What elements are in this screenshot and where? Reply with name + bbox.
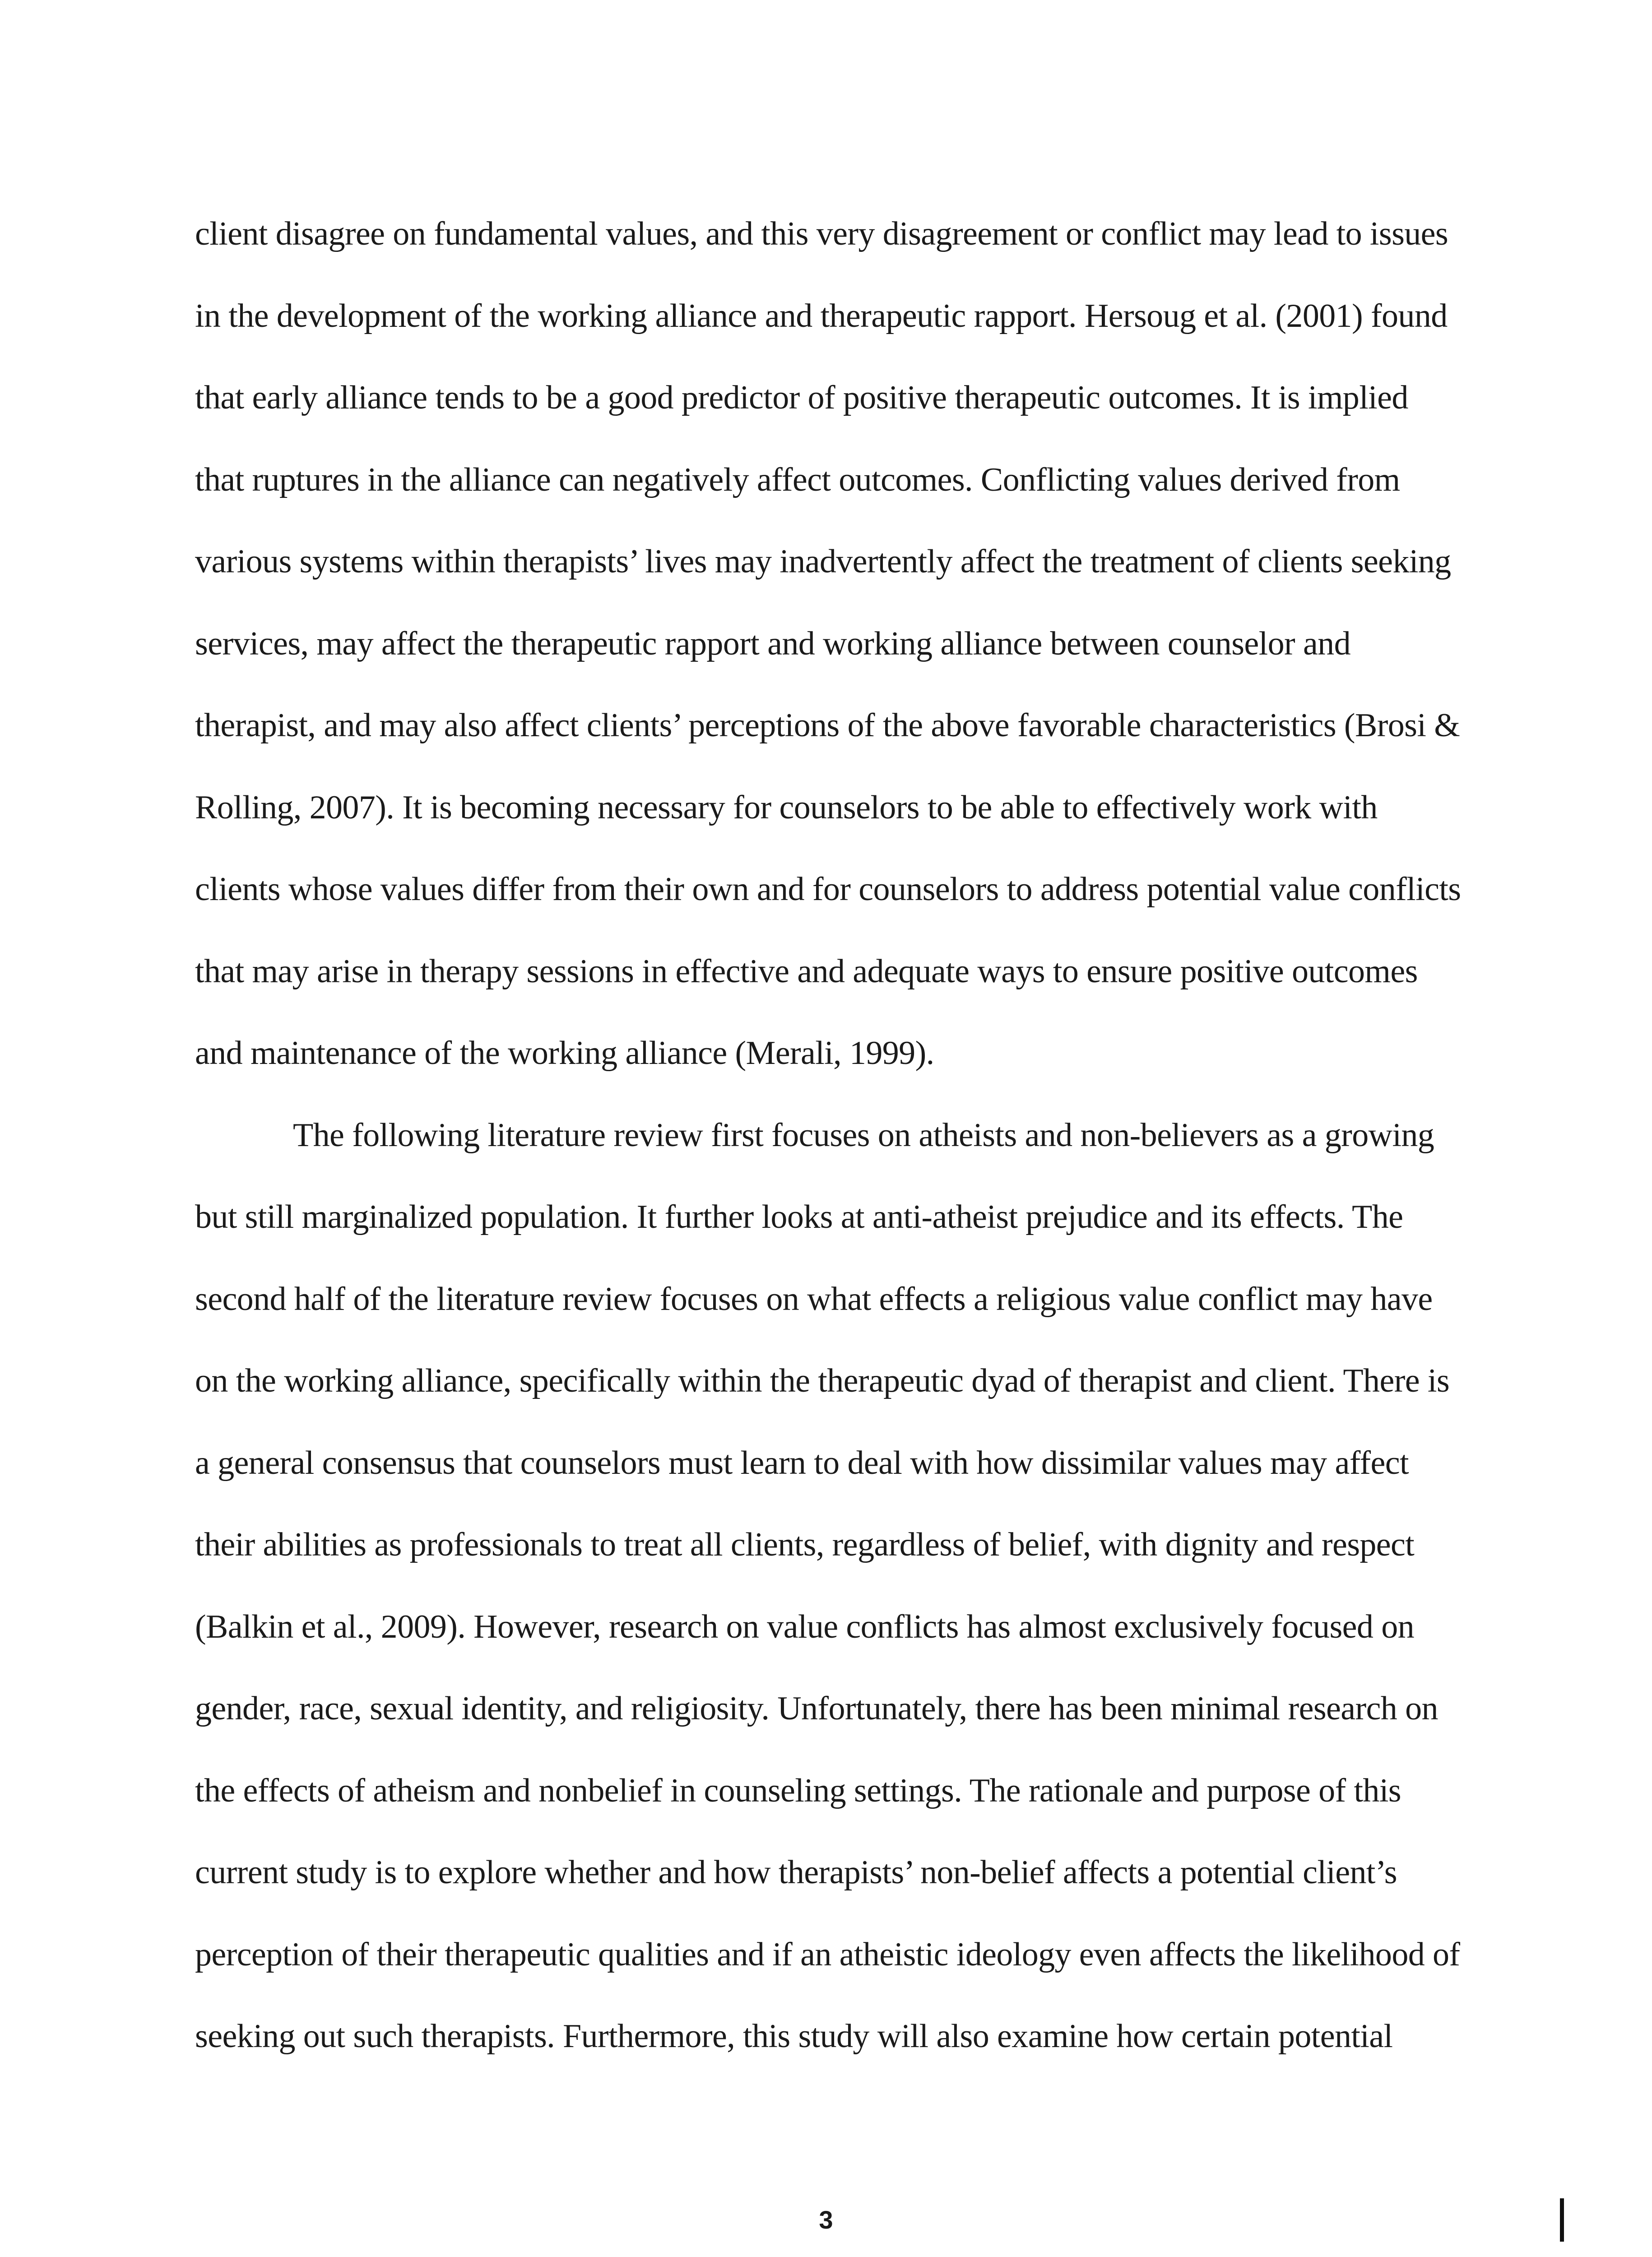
body-text — [195, 193, 1459, 2078]
text-line: client disagree on fundamental values, and this very disagreement or conflict may lead to issues — [195, 215, 1448, 252]
text-line: seeking out such therapists. Furthermore, this study will also examine how certain potential — [195, 2018, 1393, 2055]
text-line: current study is to explore whether and how therapists’ non-belief affects a potential client’s — [195, 1854, 1397, 1891]
page-number: 3 — [819, 2206, 833, 2234]
text-line: that may arise in therapy sessions in effective and adequate ways to ensure positive outcomes — [195, 952, 1418, 990]
text-line: various systems within therapists’ lives may inadvertently affect the treatment of clients seeking — [195, 543, 1451, 580]
text-cursor-mark — [1560, 2198, 1564, 2242]
text-line: that ruptures in the alliance can negatively affect outcomes. Conflicting values derived from — [195, 461, 1400, 498]
text-line: the effects of atheism and nonbelief in counseling settings. The rationale and purpose of this — [195, 1772, 1401, 1809]
text-line: second half of the literature review focuses on what effects a religious value conflict may have — [195, 1280, 1433, 1318]
text-line: and maintenance of the working alliance (Merali, 1999). — [195, 1035, 934, 1072]
text-line: that early alliance tends to be a good predictor of positive therapeutic outcomes. It is implied — [195, 379, 1408, 416]
text-line: perception of their therapeutic qualities and if an atheistic ideology even affects the likelihood of — [195, 1936, 1460, 1973]
text-line: clients whose values differ from their own and for counselors to address potential value conflicts — [195, 871, 1461, 908]
text-line: on the working alliance, specifically within the therapeutic dyad of therapist and client. There is — [195, 1362, 1450, 1399]
text-line: in the development of the working alliance and therapeutic rapport. Hersoug et al. (2001) found — [195, 297, 1448, 334]
text-line: Rolling, 2007). It is becoming necessary for counselors to be able to effectively work with — [195, 789, 1378, 826]
text-line: but still marginalized population. It further looks at anti-atheist prejudice and its effects. The — [195, 1198, 1403, 1235]
paragraph-first-line: The following literature review first focuses on atheists and non-believers as a growing — [293, 1116, 1434, 1154]
text-line: their abilities as professionals to treat all clients, regardless of belief, with dignity and respect — [195, 1526, 1415, 1563]
text-line: a general consensus that counselors must learn to deal with how dissimilar values may affect — [195, 1444, 1409, 1481]
text-line: services, may affect the therapeutic rapport and working alliance between counselor and — [195, 625, 1350, 662]
text-line: gender, race, sexual identity, and religiosity. Unfortunately, there has been minimal research on — [195, 1690, 1438, 1727]
text-line: therapist, and may also affect clients’ perceptions of the above favorable characteristics (Brosi & — [195, 707, 1460, 744]
text-line: (Balkin et al., 2009). However, research on value conflicts has almost exclusively focused on — [195, 1608, 1414, 1645]
